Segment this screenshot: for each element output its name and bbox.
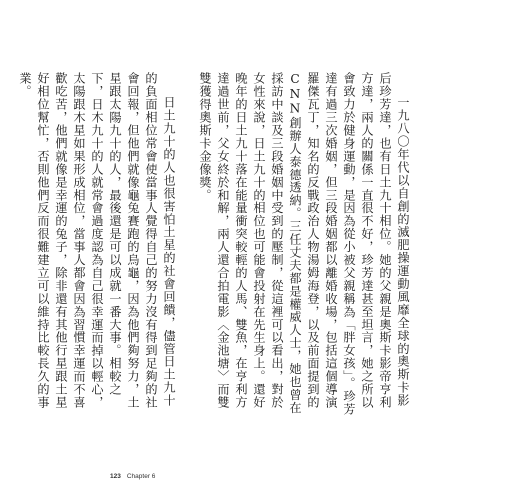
page-number: 123: [110, 473, 121, 480]
paragraph-2: 日土九十的人也很害怕土星的社會回饋，儘管日土九十的負面相位常會使當事人覺得自己的努力沒有得到足夠的社會回報，但他們就像龜兔賽跑的烏龜，因為他們夠努力，土星跟太陽九十的人，最後還是可以成就一番大事。相較之下，日木九十的人就常會過度認為自己很幸運而掉以輕心，太陽跟木星如果形成相位，當事人都會因為習慣幸運而不喜歡吃苦，他們就像是幸運的兔子，除非還有其他行星跟土星好相位幫忙，否則他們反而很難建立可以維持比較長久的事業。: [18, 72, 176, 409]
body-text: [18, 72, 412, 416]
paragraph-1: 一九八〇年代以自創的滅肥操運動風靡全球的奧斯卡影后珍芳達，也有日土九十相位。她的父親是奧斯卡影帝亨利方達，兩人的關係一直很不好，珍芳達甚至坦言，她之所以會致力於健身運動，是因為從小被父親稱為「胖女孩」。珍芳達有過三次婚姻，但三段婚姻都以離婚收場，包括這個導演羅傑瓦丁，知名的反戰政治人物湯姆海登，以及前面提到的CNN創辦人泰德透納。三任丈夫都是權威人士，她也曾在採訪中談及三段婚姻中受到的壓制，從這裡可以看出，對於女性來說，日土九十的相位也可能會投射在先生身上。還好晚年的日土九十落在能量衝突較輕的人馬、雙魚，在亨利方達過世前，父女終於和解，兩人還合拍電影〈金池塘〉而雙雙獲得奧斯卡金像獎。: [198, 72, 410, 416]
chapter-label: Chapter 6: [126, 473, 156, 480]
page-footer: [110, 473, 155, 480]
